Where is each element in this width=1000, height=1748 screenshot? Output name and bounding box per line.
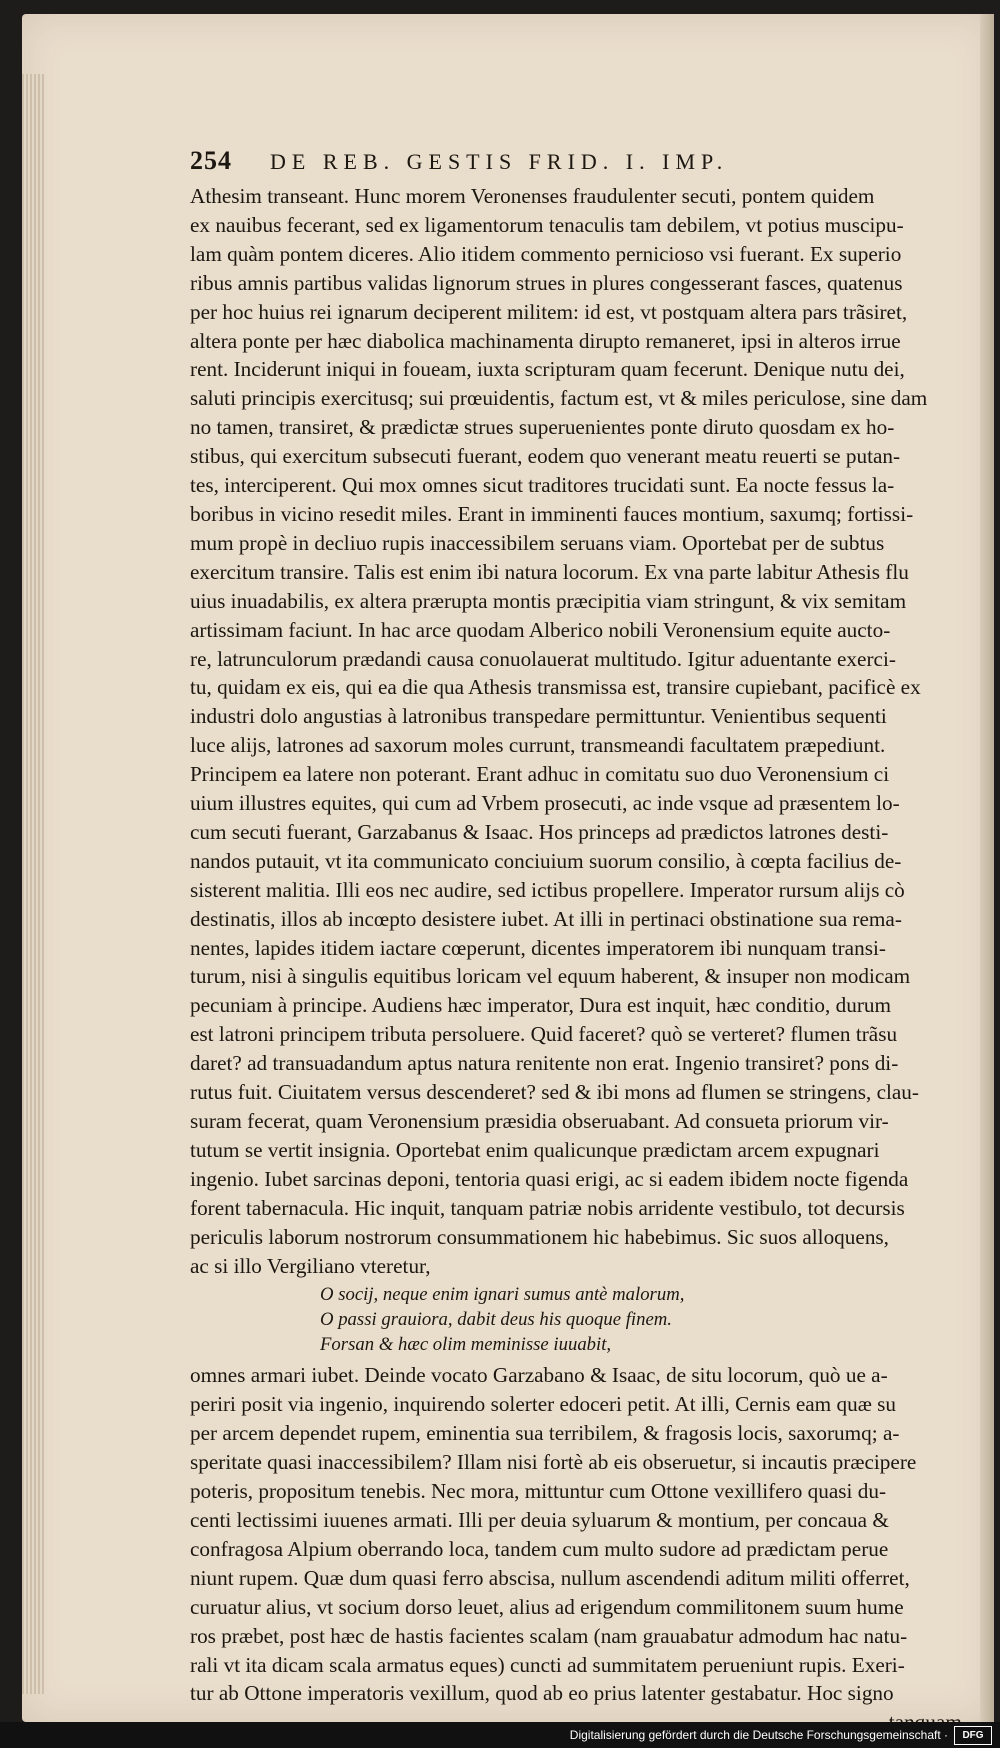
text-line: sisterent malitia. Illi eos nec audire, sed ictibus propellere. Imperator rursum alijs cò <box>190 877 905 902</box>
text-line: artissimam faciunt. In hac arce quodam Alberico nobili Veronensium equite aucto- <box>190 617 891 642</box>
text-line: ribus amnis partibus validas lignorum strues in plures congesserant fasces, quatenus <box>190 270 903 295</box>
text-line: rutus fuit. Ciuitatem versus descenderet? sed & ibi mons ad flumen se stringens, clau- <box>190 1080 919 1105</box>
text-line: nandos putauit, vt ita communicato conciuium suorum consilio, à cœpta facilius de- <box>190 848 902 873</box>
text-line: turum, nisi à singulis equitibus loricam vel equum haberent, & insuper non modicam <box>190 964 911 989</box>
text-line: industri dolo angustias à latronibus transpedare permittuntur. Venientibus sequenti <box>190 704 887 729</box>
text-line: periri posit via ingenio, inquirendo solerter edoceri petit. At illi, Cernis eam quæ su <box>190 1392 897 1417</box>
text-line: Athesim transeant. Hunc morem Veronenses fraudulenter secuti, pontem quidem <box>190 184 875 208</box>
text-line: daret? ad transuadandum aptus natura renitente non erat. Ingenio transiret? pons di- <box>190 1051 899 1076</box>
text-line: uium illustres equites, qui cum ad Vrbem prosecuti, ac inde vsque ad præsentem lo- <box>190 791 900 816</box>
text-line: ex nauibus fecerant, sed ex ligamentorum tenaculis tam debilem, vt potius muscipu- <box>190 212 904 237</box>
text-line: per hoc huius rei ignarum deciperent militem: id est, vt postquam altera pars trãsiret, <box>190 299 908 324</box>
text-line: re, latrunculorum prædandi causa conuolauerat multitudo. Igitur aduentante exerci- <box>190 646 896 671</box>
text-line: cum secuti fuerant, Garzabanus & Isaac. Hos princeps ad prædictos latrones desti- <box>190 819 889 844</box>
page-number: 254 <box>190 146 232 175</box>
text-line: curuatur alius, vt socium dorso leuet, alius ad erigendum commilitonem suum hume <box>190 1594 904 1619</box>
page-edge-stack <box>22 74 44 1694</box>
text-line: centi lectissimi iuuenes armati. Illi per deuia syluarum & montium, per concaua & <box>190 1507 889 1532</box>
text-line: poteris, propositum tenebis. Nec mora, mittuntur cum Ottone vexillifero quasi du- <box>190 1479 887 1504</box>
text-line: exercitum transire. Talis est enim ibi natura locorum. Ex vna parte labitur Athesis flu <box>190 559 909 584</box>
text-line: tu, quidam ex eis, qui ea die qua Athesis transmissa est, transire cupiebant, pacificè ex <box>190 675 921 700</box>
page-header <box>190 146 850 186</box>
funding-credit: Digitalisierung gefördert durch die Deutsche Forschungsgemeinschaft · <box>569 1728 948 1742</box>
text-line: ingenio. Iubet sarcinas deponi, tentoria quasi erigi, ac si eadem ibidem nocte figenda <box>190 1166 909 1191</box>
verse-quotation <box>190 1282 980 1357</box>
text-line: saluti principis exercitusq; sui prœuidentis, factum est, vt & miles periculose, sine dam <box>190 386 928 411</box>
book-gutter <box>980 14 994 1722</box>
text-line: pecuniam à principe. Audiens hæc imperator, Dura est inquit, hæc conditio, durum <box>190 993 892 1018</box>
verse-line: O passi grauiora, dabit deus his quoque finem. <box>320 1309 672 1331</box>
text-line: altera ponte per hæc diabolica machinamenta dirupto remaneret, ipsi in alteros irrue <box>190 328 901 353</box>
text-line: Principem ea latere non poterant. Erant adhuc in comitatu suo duo Veronensium ci <box>190 762 890 787</box>
text-line: rali vt ita dicam scala armatus eques) cuncti ad summitatem perueniunt rupis. Exeri- <box>190 1652 905 1677</box>
text-line: forent tabernacula. Hic inquit, tanquam patriæ nobis arridente vestibulo, tot decursis <box>190 1195 905 1220</box>
text-line: tur ab Ottone imperatoris vexillum, quod ab eo prius latenter gestabatur. Hoc signo <box>190 1681 894 1706</box>
text-line: destinatis, illos ab incœpto desistere iubet. At illi in pertinaci obstinatione sua rema- <box>190 906 902 931</box>
verse-line: Forsan & hæc olim meminisse iuuabit, <box>320 1334 612 1356</box>
text-line: tutum se vertit insignia. Oportebat enim qualicunque prædictam arcem expugnari <box>190 1137 880 1162</box>
text-line: uius inuadabilis, ex altera prærupta montis præcipitia viam stringunt, & vix semitam <box>190 588 907 613</box>
text-line: lam quàm pontem diceres. Alio itidem commento pernicioso vsi fuerant. Ex superio <box>190 241 902 266</box>
text-line: est latroni principem tributa persoluere. Quid faceret? quò se verteret? flumen trãsu <box>190 1022 898 1047</box>
text-line: nentes, lapides itidem iactare cœperunt, dicentes imperatorem ibi nunquam transi- <box>190 935 886 960</box>
text-line: confragosa Alpium oberrando loca, tandem cum multo sudore ad prædictam perue <box>190 1536 889 1561</box>
body-text <box>190 182 980 1737</box>
text-line: tes, interciperent. Qui mox omnes sicut traditores trucidati sunt. Ea nocte fessus la- <box>190 473 895 498</box>
text-line: no tamen, transiret, & prædictæ strues superuenientes ponte diruto quosdam ex ho- <box>190 415 895 440</box>
footer-bar <box>0 1722 1000 1748</box>
text-line: omnes armari iubet. Deinde vocato Garzabano & Isaac, de situ locorum, quò ue a- <box>190 1363 888 1388</box>
dfg-logo-icon: DFG <box>954 1726 992 1745</box>
running-head: DE REB. GESTIS FRID. I. IMP. <box>270 149 729 174</box>
text-line: stibus, qui exercitum subsecuti fuerant, eodem quo venerant meatu reuerti se putan- <box>190 444 901 469</box>
text-line: suram fecerat, quam Veronensium præsidia obseruabant. Ad consueta priorum vir- <box>190 1109 889 1133</box>
text-line: boribus in vicino resedit miles. Erant in imminenti fauces montium, saxumq; fortissi- <box>190 501 914 526</box>
text-line: ac si illo Vergiliano vteretur, <box>190 1253 431 1278</box>
verse-line: O socij, neque enim ignari sumus antè malorum, <box>320 1284 685 1306</box>
text-line: ros præbet, post hæc de hastis facientes scalam (nam grauabatur admodum hac natu- <box>190 1623 908 1648</box>
text-line: luce alijs, latrones ad saxorum moles currunt, transmeandi facultatem præpediunt. <box>190 733 886 758</box>
text-line: speritate quasi inaccessibilem? Illam nisi fortè ab eis obseruetur, si incautis præcipere <box>190 1450 917 1475</box>
text-line: mum propè in decliuo rupis inaccessibilem seruans viam. Oportebat per de subtus <box>190 530 885 555</box>
text-line: niunt rupem. Quæ dum quasi ferro abscisa, nullum ascendendi aditum militi offerret, <box>190 1565 910 1590</box>
text-line: per arcem dependet rupem, eminentia sua terribilem, & fragosis locis, saxorumq; a- <box>190 1421 900 1446</box>
text-line: rent. Inciderunt iniqui in foueam, iuxta scripturam quam fecerunt. Denique nutu dei, <box>190 357 905 382</box>
text-line: periculis laborum nostrorum consummationem hic habebimus. Sic suos alloquens, <box>190 1224 889 1249</box>
